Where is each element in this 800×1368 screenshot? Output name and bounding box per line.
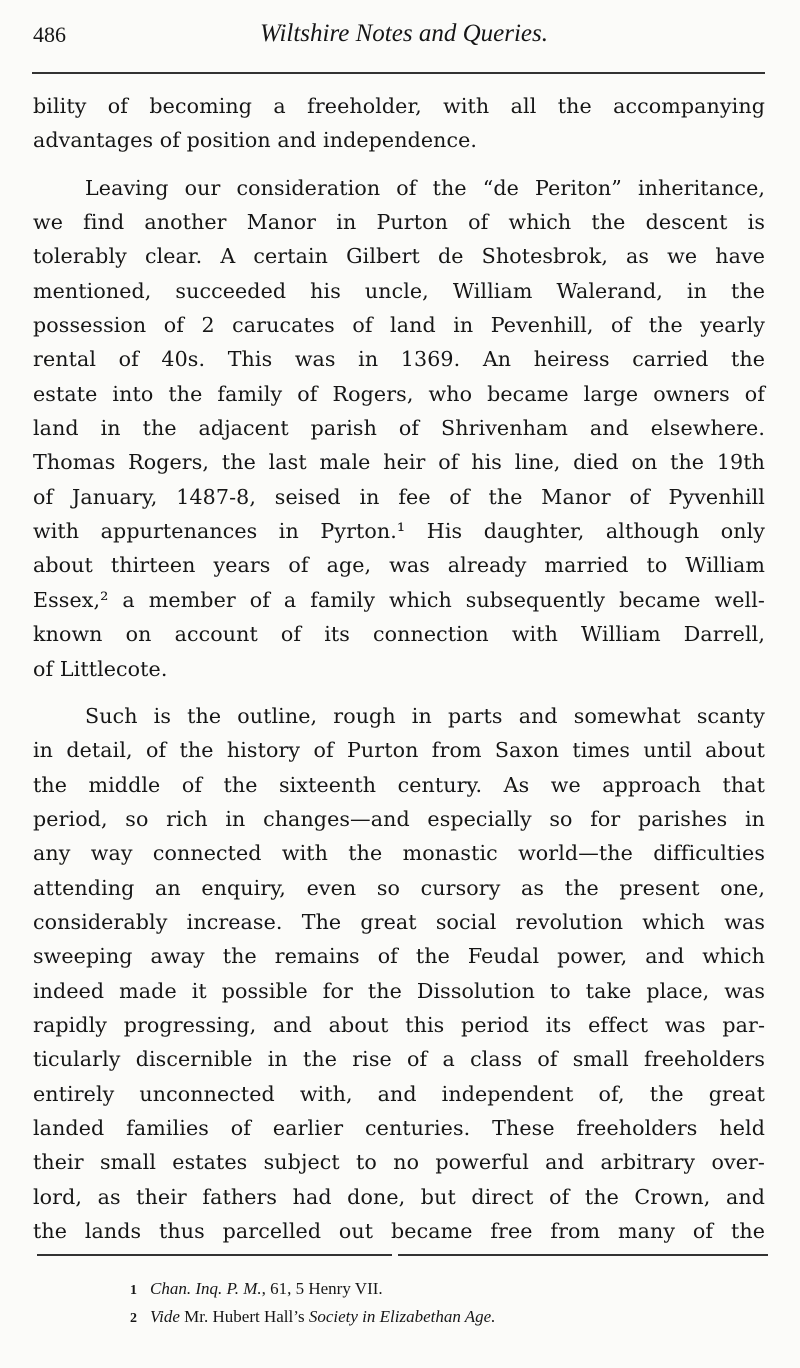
text-line: the middle of the sixteenth century. As we approach that (33, 772, 765, 797)
text-line: of January, 1487-8, seised in fee of the Manor of Pyvenhill (33, 484, 765, 509)
text-line: with appurtenances in Pyrton.¹ His daughter, although only (33, 519, 765, 544)
text-line: mentioned, succeeded his uncle, William Walerand, in the (33, 278, 765, 303)
text-line: tolerably clear. A certain Gilbert de Shotesbrok, as we have (33, 244, 765, 269)
text-line: advantages of position and independence. (33, 128, 478, 153)
text-line: attending an enquiry, even so cursory as the present one, (33, 875, 765, 900)
footnote-1 (130, 1275, 495, 1303)
text-line: sweeping away the remains of the Feudal power, and which (33, 944, 765, 969)
text-line: lord, as their fathers had done, but direct of the Crown, and (33, 1184, 765, 1209)
footnote-citation: Chan. Inq. P. M. (150, 1279, 262, 1298)
footnote-rule (37, 1254, 392, 1256)
footnotes (130, 1275, 495, 1331)
text-line: period, so rich in changes—and especially so for parishes in (33, 806, 765, 831)
footnote-rule (398, 1254, 768, 1256)
footnote-number: 1 (130, 1283, 137, 1298)
text-line: Thomas Rogers, the last male heir of his line, died on the 19th (33, 450, 765, 475)
text-line: Leaving our consideration of the “de Periton” inheritance, (85, 175, 765, 200)
text-line: of Littlecote. (33, 656, 168, 681)
text-line: we find another Manor in Purton of which the descent is (33, 210, 765, 235)
text-line: Essex,² a member of a family which subsequently became well- (33, 587, 765, 612)
text-line: rental of 40s. This was in 1369. An heiress carried the (33, 347, 765, 372)
running-header (33, 18, 765, 58)
footnote-citation: Vide (150, 1307, 180, 1326)
footnote-2 (130, 1303, 495, 1331)
text-line: estate into the family of Rogers, who became large owners of (33, 381, 765, 406)
text-line: rapidly progressing, and about this period its effect was par- (33, 1012, 765, 1037)
page-number: 486 (33, 22, 66, 47)
text-line: possession of 2 carucates of land in Pevenhill, of the yearly (33, 313, 765, 338)
footnote-text: , 61, 5 Henry VII. (261, 1279, 383, 1298)
text-line: landed families of earlier centuries. These freeholders held (33, 1115, 765, 1140)
text-line: indeed made it possible for the Dissolution to take place, was (33, 978, 765, 1003)
text-line: in detail, of the history of Purton from Saxon times until about (33, 738, 765, 763)
footnote-book-title: Society in Elizabethan Age. (308, 1307, 496, 1326)
text-line: about thirteen years of age, was already married to William (33, 553, 765, 578)
header-rule (32, 72, 765, 74)
text-line: the lands thus parcelled out became free from many of the (33, 1219, 765, 1243)
text-line: Such is the outline, rough in parts and somewhat scanty (85, 703, 765, 728)
text-line: their small estates subject to no powerful and arbitrary over- (33, 1150, 765, 1175)
text-line: known on account of its connection with William Darrell, (33, 622, 765, 647)
paragraph (33, 89, 765, 158)
footnote-number: 2 (130, 1311, 137, 1326)
footnote-text: Mr. Hubert Hall’s (179, 1307, 309, 1326)
text-line: considerably increase. The great social revolution which was (33, 909, 765, 934)
body-text (33, 89, 765, 1248)
paragraph (33, 171, 765, 686)
text-line: ticularly discernible in the rise of a class of small freeholders (33, 1047, 765, 1072)
text-line: entirely unconnected with, and independent of, the great (33, 1081, 765, 1106)
paragraph (33, 699, 765, 1249)
running-title: Wiltshire Notes and Queries. (260, 20, 548, 47)
text-line: land in the adjacent parish of Shrivenham and elsewhere. (33, 416, 765, 441)
text-line: any way connected with the monastic world—the difficulties (33, 841, 765, 866)
text-line: bility of becoming a freeholder, with all the accompanying (33, 94, 765, 118)
